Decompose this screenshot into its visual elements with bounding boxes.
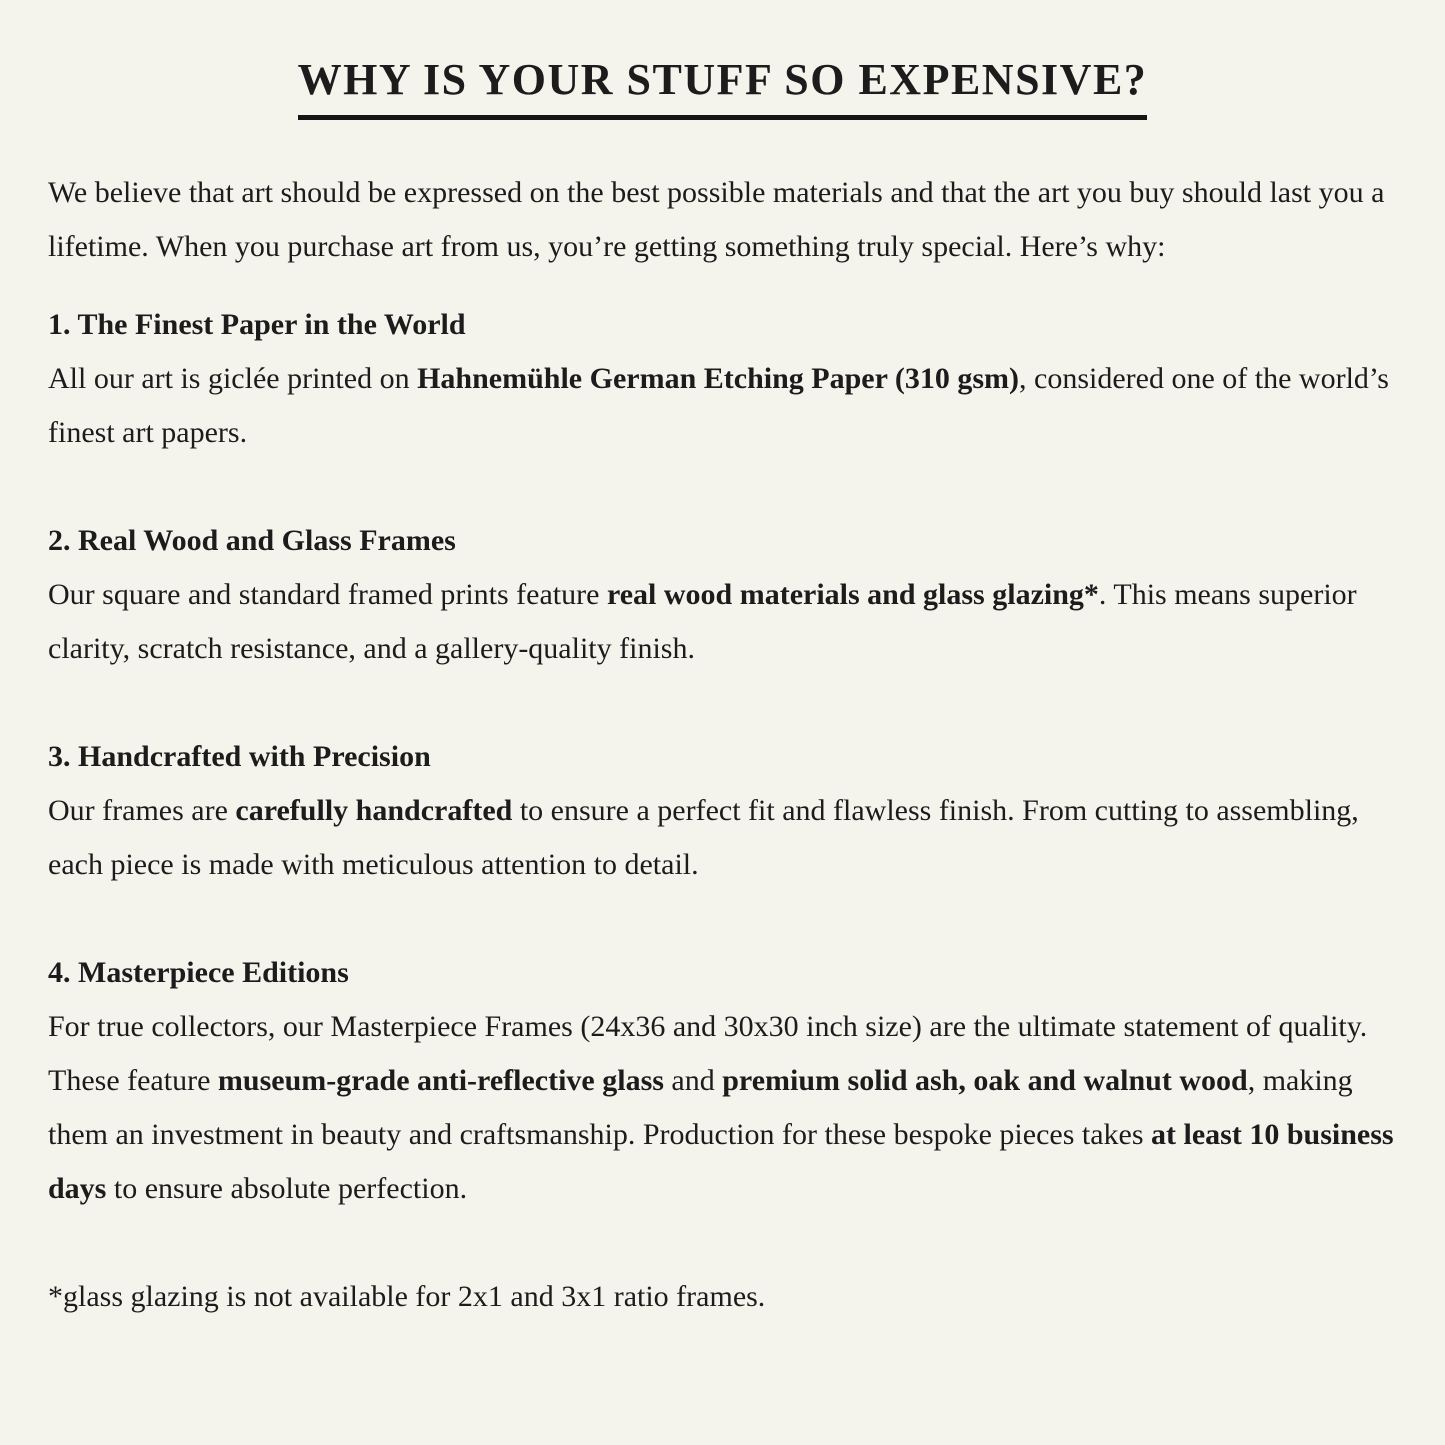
body-text: For true collectors, our Masterpiece Frames (24x36 and 30x30 inch size) are the ultimate statement of quality. These feature [48,1010,1368,1097]
body-text: Our square and standard framed prints feature [48,578,607,611]
emphasized-text: museum-grade anti-reflective glass [217,1064,664,1097]
emphasized-text: real wood materials and glass glazing* [606,578,1099,611]
faq-section-4 [48,946,1397,1216]
emphasized-text: premium solid ash, oak and walnut wood [722,1064,1248,1097]
page-title: WHY IS YOUR STUFF SO EXPENSIVE? [298,52,1148,120]
faq-section-3 [48,730,1397,892]
section-heading-1: 1. The Finest Paper in the World [48,308,466,341]
body-text: All our art is giclée printed on [48,362,418,395]
sections [48,298,1397,1216]
body-text: , considered one of the world’s finest art papers. [48,362,1389,449]
section-body-2 [48,568,1397,676]
emphasized-text: Hahnemühle German Etching Paper (310 gsm) [417,362,1020,395]
faq-section-2 [48,514,1397,676]
faq-section-1 [48,298,1397,460]
intro-paragraph: We believe that art should be expressed on the best possible materials and that the art you buy should last you a lifetime. When you purchase art from us, you’re getting something truly special. Here’s why: [48,176,1385,263]
title-wrap [48,52,1397,120]
emphasized-text: carefully handcrafted [235,794,513,827]
section-body-3 [48,784,1397,892]
section-heading-3: 3. Handcrafted with Precision [48,740,431,773]
emphasized-text: at least 10 business days [48,1118,1394,1205]
body-text: Our frames are [48,794,236,827]
section-heading-2: 2. Real Wood and Glass Frames [48,524,456,557]
body-text: to ensure absolute perfection. [106,1172,468,1205]
body-text: , making them an investment in beauty and craftsmanship. Production for these bespoke pieces takes [48,1064,1353,1151]
footnote: *glass glazing is not available for 2x1 and 3x1 ratio frames. [48,1280,766,1313]
body-text: . This means superior clarity, scratch resistance, and a gallery-quality finish. [48,578,1357,665]
body-text: and [663,1064,723,1097]
section-heading-4: 4. Masterpiece Editions [48,956,349,989]
section-body-4 [48,1000,1397,1216]
section-body-1 [48,352,1397,460]
body-text: to ensure a perfect fit and flawless finish. From cutting to assembling, each piece is made with meticulous attention to detail. [48,794,1359,881]
